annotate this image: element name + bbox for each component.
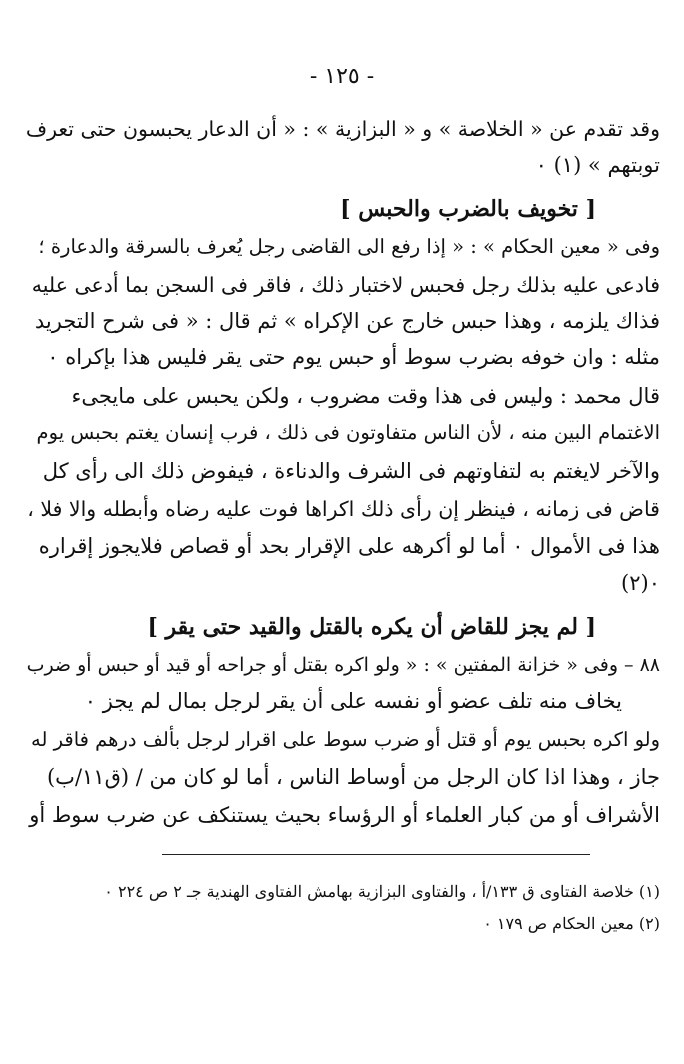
- footnote: (٢) معين الحكام ص ١٧٩ ٠: [483, 914, 660, 933]
- text-line: قاض فى زمانه ، فينظر إن رأى ذلك اكراها فوت عليه رضاه وأبطله والا فلا ،: [27, 497, 660, 521]
- text-line: وقد تقدم عن « الخلاصة » و « البزازية » : « أن الدعار يحبسون حتى تعرف: [25, 117, 660, 141]
- text-line: مثله : وان خوفه بضرب سوط أو حبس يوم حتى يقر فليس هذا بإكراه ٠: [47, 345, 660, 369]
- section-heading: [ لم يجز للقاض أن يكره بالقتل والقيد حتى يقر ]: [147, 614, 596, 640]
- footnote-divider: [162, 854, 590, 855]
- page-number: - ١٢٥ -: [309, 64, 375, 89]
- text-line: ٨٨ – وفى « خزانة المفتين » : « ولو اكره بقتل أو جراحه أو قيد أو حبس أو ضرب: [26, 654, 660, 676]
- text-line: والآخر لايغتم به لتفاوتهم فى الشرف والدناءة ، فيفوض ذلك الى رأى كل: [42, 459, 660, 483]
- text-line: ولو اكره بحبس يوم أو قتل أو ضرب سوط على اقرار لرجل بألف درهم فاقر له: [31, 728, 660, 751]
- section-heading: [ تخويف بالضرب والحبس ]: [340, 196, 596, 222]
- text-line: توبتهم » (١) ٠: [535, 153, 660, 177]
- text-line: قال محمد : وليس فى هذا وقت مضروب ، ولكن يحبس على مايجىء: [71, 384, 660, 408]
- text-line: يخاف منه تلف عضو أو نفسه على أن يقر لرجل بمال لم يجز ٠: [84, 689, 622, 713]
- text-line: ٠(٢): [621, 571, 660, 595]
- text-line: الأشراف أو من كبار العلماء أو الرؤساء بحيث يستنكف عن ضرب سوط أو: [29, 803, 660, 827]
- footnote: (١) خلاصة الفتاوى ق ١٣٣/أ ، والفتاوى البزازية بهامش الفتاوى الهندية جـ ٢ ص ٢٢٤ ٠: [104, 882, 660, 901]
- text-line: جاز ، وهذا اذا كان الرجل من أوساط الناس ، أما لو كان من / (ق١١/ب): [46, 765, 660, 789]
- text-line: فادعى عليه بذلك رجل فحبس لاختبار ذلك ، فاقر فى السجن بما أدعى عليه: [31, 273, 660, 297]
- text-line: الاغتمام البين منه ، لأن الناس متفاوتون فى ذلك ، فرب إنسان يغتم بحبس يوم: [36, 421, 660, 444]
- text-line: هذا فى الأموال ٠ أما لو أكرهه على الإقرار بحد أو قصاص فلايجوز إقراره: [38, 534, 660, 558]
- text-line: وفى « معين الحكام » : « إذا رفع الى القاضى رجل يُعرف بالسرقة والدعارة ؛: [38, 235, 660, 258]
- text-line: فذاك يلزمه ، وهذا حبس خارج عن الإكراه » ثم قال : « فى شرح التجريد: [34, 309, 660, 333]
